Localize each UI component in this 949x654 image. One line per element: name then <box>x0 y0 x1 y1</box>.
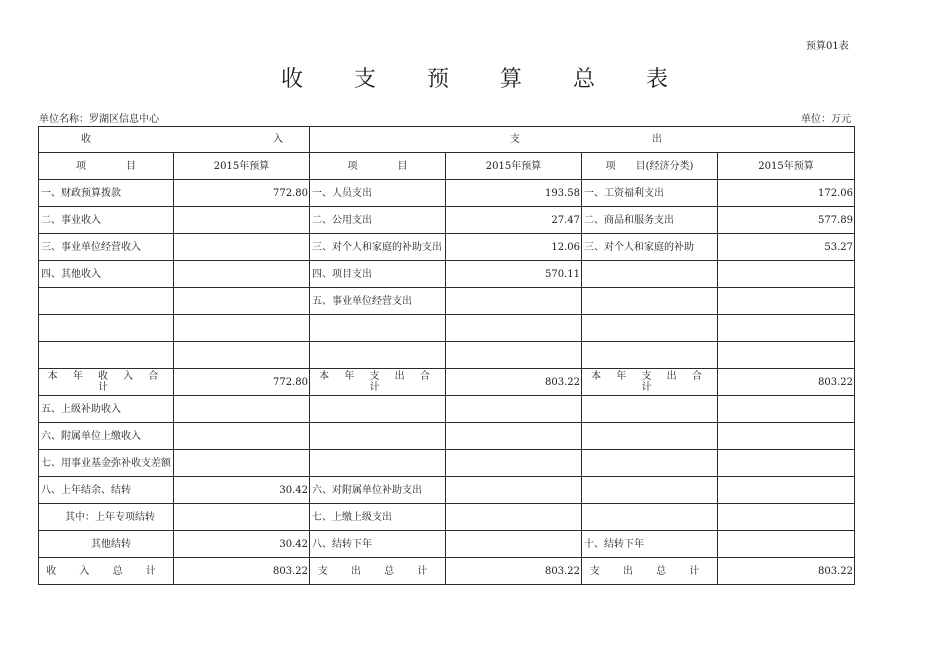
col-econ-budget: 2015年预算 <box>718 153 855 180</box>
grand-totals-row <box>39 558 855 585</box>
econ-item <box>582 450 718 477</box>
econ-item <box>582 477 718 504</box>
budget-summary-table <box>38 126 855 585</box>
econ-item <box>582 315 718 342</box>
col-econ-item: 项 目(经济分类) <box>582 153 718 180</box>
econ-item <box>582 342 718 369</box>
income-value <box>174 234 310 261</box>
income-value <box>174 450 310 477</box>
expense-item: 八、结转下年 <box>310 531 446 558</box>
table-row <box>39 315 855 342</box>
expense-value: 193.58 <box>446 180 582 207</box>
expense-value <box>446 531 582 558</box>
expense-value <box>446 288 582 315</box>
econ-value: 172.06 <box>718 180 855 207</box>
col-income-budget: 2015年预算 <box>174 153 310 180</box>
expense-item <box>310 396 446 423</box>
econ-item <box>582 288 718 315</box>
expense-value <box>446 315 582 342</box>
expense-value: 27.47 <box>446 207 582 234</box>
income-item <box>39 342 174 369</box>
income-grand-total-value: 803.22 <box>174 558 310 585</box>
income-value <box>174 396 310 423</box>
econ-item: 一、工资福利支出 <box>582 180 718 207</box>
econ-value <box>718 342 855 369</box>
expense-value <box>446 504 582 531</box>
econ-value: 53.27 <box>718 234 855 261</box>
table-row <box>39 450 855 477</box>
expense-item: 三、对个人和家庭的补助支出 <box>310 234 446 261</box>
page-title: 收 支 预 算 总 表 <box>281 67 690 92</box>
expense-item: 二、公用支出 <box>310 207 446 234</box>
expense-value <box>446 423 582 450</box>
income-item <box>39 288 174 315</box>
income-item: 五、上级补助收入 <box>39 396 174 423</box>
income-value: 30.42 <box>174 531 310 558</box>
income-section-right: 入 <box>273 134 283 145</box>
expense-item: 四、项目支出 <box>310 261 446 288</box>
econ-value <box>718 531 855 558</box>
expense-value <box>446 450 582 477</box>
table-row <box>39 504 855 531</box>
annual-totals-row <box>39 369 855 396</box>
income-section-left: 收 <box>81 134 91 145</box>
income-item: 八、上年结余、结转 <box>39 477 174 504</box>
income-value <box>174 342 310 369</box>
income-item: 六、附属单位上缴收入 <box>39 423 174 450</box>
income-annual-total-label: 本 年 收 入 合 计 <box>39 369 174 396</box>
econ-item: 三、对个人和家庭的补助 <box>582 234 718 261</box>
econ-item <box>582 396 718 423</box>
econ-value <box>718 315 855 342</box>
col-expense-budget: 2015年预算 <box>446 153 582 180</box>
econ-annual-total-value: 803.22 <box>718 369 855 396</box>
econ-item <box>582 423 718 450</box>
income-item: 三、事业单位经营收入 <box>39 234 174 261</box>
expense-item <box>310 342 446 369</box>
expense-item: 六、对附属单位补助支出 <box>310 477 446 504</box>
expense-section-left: 支 <box>510 134 520 145</box>
expense-value <box>446 342 582 369</box>
table-row <box>39 396 855 423</box>
econ-item <box>582 261 718 288</box>
income-item: 二、事业收入 <box>39 207 174 234</box>
econ-item: 十、结转下年 <box>582 531 718 558</box>
expense-item <box>310 315 446 342</box>
table-row <box>39 423 855 450</box>
section-header-row <box>39 127 855 153</box>
expense-item: 五、事业单位经营支出 <box>310 288 446 315</box>
econ-value <box>718 288 855 315</box>
table-row <box>39 342 855 369</box>
unit-measure: 单位：万元 <box>801 114 851 125</box>
income-grand-total-label: 收 入 总 计 <box>39 558 174 585</box>
col-income-item: 项 目 <box>39 153 174 180</box>
income-item: 四、其他收入 <box>39 261 174 288</box>
income-value: 30.42 <box>174 477 310 504</box>
econ-grand-total-value: 803.22 <box>718 558 855 585</box>
income-value <box>174 207 310 234</box>
econ-annual-total-label: 本 年 支 出 合 计 <box>582 369 718 396</box>
table-row <box>39 288 855 315</box>
expense-value: 12.06 <box>446 234 582 261</box>
econ-value <box>718 423 855 450</box>
income-value <box>174 423 310 450</box>
expense-item: 七、上缴上级支出 <box>310 504 446 531</box>
table-row <box>39 207 855 234</box>
econ-value: 577.89 <box>718 207 855 234</box>
table-row <box>39 531 855 558</box>
income-value <box>174 288 310 315</box>
income-item: 其他结转 <box>39 531 174 558</box>
income-item: 其中：上年专项结转 <box>39 504 174 531</box>
column-header-row <box>39 153 855 180</box>
expense-item <box>310 423 446 450</box>
expense-annual-total-label: 本 年 支 出 合 计 <box>310 369 446 396</box>
econ-item: 二、商品和服务支出 <box>582 207 718 234</box>
table-row <box>39 261 855 288</box>
table-row <box>39 234 855 261</box>
table-row <box>39 180 855 207</box>
econ-value <box>718 396 855 423</box>
income-value <box>174 315 310 342</box>
expense-annual-total-value: 803.22 <box>446 369 582 396</box>
income-item: 一、财政预算拨款 <box>39 180 174 207</box>
income-value <box>174 261 310 288</box>
econ-grand-total-label: 支 出 总 计 <box>582 558 718 585</box>
income-annual-total-value: 772.80 <box>174 369 310 396</box>
col-expense-item: 项 目 <box>310 153 446 180</box>
expense-grand-total-value: 803.22 <box>446 558 582 585</box>
table-row <box>39 477 855 504</box>
expense-item: 一、人员支出 <box>310 180 446 207</box>
form-code: 预算01表 <box>806 41 849 52</box>
unit-name: 单位名称：罗湖区信息中心 <box>39 114 159 125</box>
expense-value <box>446 396 582 423</box>
econ-value <box>718 261 855 288</box>
expense-item <box>310 450 446 477</box>
expense-value <box>446 477 582 504</box>
expense-section-right: 出 <box>652 134 662 145</box>
econ-value <box>718 450 855 477</box>
income-item: 七、用事业基金弥补收支差额 <box>39 450 174 477</box>
econ-value <box>718 504 855 531</box>
expense-section-header <box>310 127 855 153</box>
econ-value <box>718 477 855 504</box>
income-value <box>174 504 310 531</box>
income-item <box>39 315 174 342</box>
econ-item <box>582 504 718 531</box>
expense-grand-total-label: 支 出 总 计 <box>310 558 446 585</box>
income-value: 772.80 <box>174 180 310 207</box>
income-section-header <box>39 127 310 153</box>
expense-value: 570.11 <box>446 261 582 288</box>
